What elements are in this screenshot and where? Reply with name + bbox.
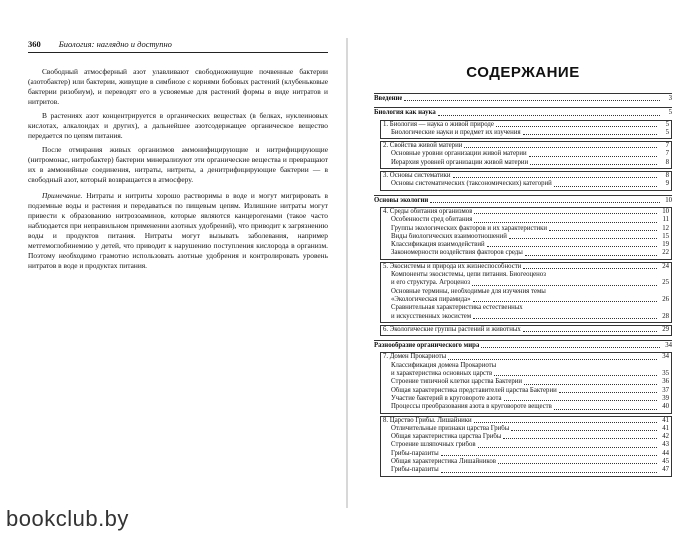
toc-subsection — [380, 352, 672, 413]
toc-leader — [549, 230, 657, 231]
toc-section — [374, 107, 672, 190]
toc-page-number: 10 — [665, 196, 672, 204]
toc-row — [374, 195, 672, 205]
toc-row — [391, 403, 669, 411]
toc-row — [391, 241, 669, 249]
toc-subsection — [380, 171, 672, 191]
toc-leader — [473, 301, 657, 302]
toc-leader — [453, 177, 657, 178]
toc-leader — [494, 375, 657, 376]
toc-row — [391, 216, 669, 224]
toc-label: 1. Биология — наука о живой природе — [383, 120, 494, 128]
toc-leader — [525, 255, 657, 256]
toc-leader — [554, 409, 657, 410]
toc-row — [391, 362, 669, 370]
toc-label: Закономерности воздействия факторов среды — [391, 249, 523, 257]
toc-leader — [474, 222, 657, 223]
watermark: bookclub.by — [6, 506, 129, 531]
toc-leader — [481, 347, 660, 348]
toc-page-number: 35 — [662, 370, 669, 378]
toc-row — [374, 107, 672, 117]
toc-label: Общая характеристика представителей царства Бактерии — [391, 386, 557, 394]
left-page — [28, 38, 328, 508]
toc-row — [383, 417, 669, 425]
toc-subsection — [380, 120, 672, 140]
toc-label: «Экологическая пирамида» — [391, 295, 471, 303]
toc-leader — [441, 472, 657, 473]
toc-label: Участие бактерий в круговороте азота — [391, 394, 502, 402]
running-head — [28, 38, 328, 53]
toc-leader — [448, 359, 657, 360]
toc-row — [391, 441, 669, 449]
toc-page-number: 37 — [662, 386, 669, 394]
toc-label: 5. Экосистемы и природа их жизнеспособности — [383, 262, 522, 270]
running-title: Биология: наглядно и доступно — [58, 39, 172, 49]
toc-row — [391, 225, 669, 233]
toc-row — [383, 353, 669, 361]
toc-leader — [474, 213, 657, 214]
toc-row — [391, 233, 669, 241]
toc-row — [383, 121, 669, 129]
toc-row — [383, 142, 669, 150]
toc-label: Основы экологии — [374, 196, 429, 204]
toc-label: и искусственных экосистем — [391, 312, 472, 320]
toc-label: Грибы-паразиты — [391, 449, 439, 457]
toc-leader — [530, 164, 657, 165]
toc-row — [391, 249, 669, 257]
toc-label: Компоненты экосистемы, цепи питания. Биогеоценоз — [391, 271, 546, 279]
toc-page-number: 39 — [662, 394, 669, 402]
toc-row — [391, 129, 669, 137]
toc-leader — [523, 331, 657, 332]
toc-label: Разнообразие органического мира — [374, 342, 480, 350]
toc-label: и характеристика основных царств — [391, 370, 493, 378]
toc-page-number: 15 — [662, 232, 669, 240]
toc-row — [391, 395, 669, 403]
toc-label: Отличительные признаки царства Грибы — [391, 424, 510, 432]
toc-page-number: 43 — [662, 441, 669, 449]
toc-subsection — [380, 325, 672, 336]
toc-page-number: 5 — [665, 120, 669, 128]
toc-leader — [523, 268, 657, 269]
toc-subsection — [380, 262, 672, 323]
toc-page-number: 29 — [662, 325, 669, 333]
book-spread — [6, 38, 672, 531]
toc-label: Виды биологических взаимоотношений — [391, 232, 507, 240]
toc-label: Основные уровни организации живой материи — [391, 150, 527, 158]
toc-subsection — [380, 416, 672, 477]
toc-subsection — [380, 141, 672, 169]
toc-leader — [496, 126, 657, 127]
toc-page-number: 34 — [662, 353, 669, 361]
toc-page-number: 5 — [668, 109, 672, 117]
toc-label: 4. Среды обитания организмов — [383, 207, 473, 215]
toc-row — [391, 433, 669, 441]
toc-leader — [438, 115, 660, 116]
toc-page-number: 22 — [662, 249, 669, 257]
toc-label: Общая характеристика Лишайников — [391, 457, 496, 465]
toc-subsection — [380, 207, 672, 260]
toc-page-number: 44 — [662, 449, 669, 457]
toc-label: Классификация домена Прокариоты — [391, 361, 497, 369]
toc-row — [374, 93, 672, 103]
toc-leader — [554, 186, 657, 187]
toc-row — [391, 378, 669, 386]
toc-label: Строение типичной клетки царства Бактерии — [391, 378, 523, 386]
toc-row — [383, 172, 669, 180]
toc-label: Процессы преобразования азота в круговороте веществ — [391, 403, 552, 411]
toc-label: Биологические науки и предмет их изучения — [391, 128, 521, 136]
toc-row — [391, 150, 669, 158]
paragraph: В растениях азот концентрируется в органических веществах (в белках, нуклеиновых кислотах, алкалоидах и других), а дальнейшее азотсодержащее органическое вещество передается по цепям питания. — [28, 111, 328, 140]
toc-page-number: 3 — [668, 95, 672, 102]
toc-leader — [503, 438, 657, 439]
toc-label: 3. Основы систематики — [383, 172, 451, 180]
toc-leader — [472, 285, 657, 286]
body-text — [28, 67, 328, 271]
toc-intro — [374, 93, 672, 103]
toc-leader — [524, 384, 657, 385]
toc-row — [383, 263, 669, 271]
toc-label: Иерархия уровней организации живой материи — [391, 158, 529, 166]
toc-label: Общая характеристика царства Грибы — [391, 433, 502, 441]
toc-leader — [504, 400, 657, 401]
toc-label: Классификация взаимодействий — [391, 241, 485, 249]
toc-page-number: 19 — [662, 241, 669, 249]
toc-page-number: 41 — [662, 424, 669, 432]
toc-page-number: 8 — [665, 158, 669, 166]
note-label: Примечание. — [42, 191, 83, 200]
toc-row — [391, 304, 669, 312]
toc-row — [374, 340, 672, 350]
toc-label: Сравнительная характеристика естественных — [391, 304, 523, 312]
toc-page-number: 11 — [662, 216, 669, 224]
toc-label: Основные термины, необходимые для изучения темы — [391, 287, 546, 295]
toc-page-number: 42 — [662, 433, 669, 441]
toc-page-number: 26 — [662, 295, 669, 303]
toc-leader — [511, 430, 657, 431]
toc-leader — [529, 156, 657, 157]
toc-leader — [474, 422, 657, 423]
toc-row — [391, 313, 669, 321]
right-page — [374, 38, 672, 508]
paragraph: После отмирания живых организмов аммонифицирующие и нитрифицирующие (нитромонас, нитробактер) бактерии минерализуют эти органические вещества и превращают их в аммонийные соединения, нитраты, нитриты, а денитрифицирующие бактерии — в свободный азот, который возвращается в атмосферу. — [28, 145, 328, 184]
toc-leader — [478, 447, 657, 448]
toc-page-number: 25 — [662, 279, 669, 287]
toc-page-number: 41 — [662, 416, 669, 424]
toc-page-number: 24 — [662, 262, 669, 270]
note-text: Нитраты и нитриты хорошо растворимы в воде и могут мигрировать в подземные воды и растения и передаваться по пищевым цепям. Излишние нитраты могут привести к образованию нитрозоаминов, которые являются канцерогенами (такое часто наблюдается при неправильном применении азотных удобрений), что приводит к загрязнению воды и продуктов питания. Нитраты могут вызывать заболевания, например метгемоглобинемию у детей, что приводит к нарушению поступления кислорода в организм. Поэтому необходимо грамотно использовать азотные удобрения и контролировать уровень нитратов в воде и продуктах питания. — [28, 191, 328, 270]
toc-label: Особенности сред обитания — [391, 216, 473, 224]
toc-leader — [404, 100, 660, 101]
toc-label: Введение — [374, 95, 403, 102]
toc-label: Грибы-паразиты — [391, 466, 439, 474]
toc-row — [383, 208, 669, 216]
toc-label: и его структура. Агроценоз — [391, 279, 471, 287]
toc-page-number: 10 — [662, 207, 669, 215]
toc-row — [391, 271, 669, 279]
toc-row — [391, 159, 669, 167]
toc-page-number: 40 — [662, 403, 669, 411]
toc-page-number: 8 — [665, 172, 669, 180]
toc-page-number: 12 — [662, 224, 669, 232]
toc-leader — [509, 238, 657, 239]
toc-row — [391, 450, 669, 458]
toc-label: 2. Свойства живой материи — [383, 142, 463, 150]
toc-leader — [498, 463, 657, 464]
toc-page-number: 7 — [665, 150, 669, 158]
toc-row — [391, 425, 669, 433]
toc-label: 8. Царство Грибы. Лишайники — [383, 416, 472, 424]
toc-label: Основы систематических (таксономических) категорий — [391, 180, 552, 188]
toc-page-number: 9 — [665, 180, 669, 188]
toc-row — [391, 387, 669, 395]
toc-leader — [464, 147, 657, 148]
toc-row — [391, 466, 669, 474]
toc-row — [383, 326, 669, 334]
toc-leader — [523, 134, 657, 135]
paragraph: Свободный атмосферный азот улавливают свободноживущие почвенные бактерии (азотобактер) или бактерии, живущие в симбиозе с корнями бобовых растений (клубеньковые бактерии ризобиум), и переводят его в усвояемые для растений формы в виде нитратов и нитритов. — [28, 67, 328, 106]
toc-page-number: 5 — [665, 128, 669, 136]
toc-page-number: 47 — [662, 466, 669, 474]
toc-page-number: 7 — [665, 142, 669, 150]
toc-label: Биология как наука — [374, 109, 436, 117]
toc-title: СОДЕРЖАНИЕ — [466, 64, 580, 81]
toc-row — [391, 288, 669, 296]
toc-section — [374, 195, 672, 336]
toc-leader — [430, 202, 660, 203]
toc-label: Группы экологических факторов и их характеристики — [391, 224, 548, 232]
toc-row — [391, 296, 669, 304]
toc-leader — [473, 318, 657, 319]
toc-section — [374, 340, 672, 476]
toc-row — [391, 279, 669, 287]
toc-page-number: 36 — [662, 378, 669, 386]
toc-row — [391, 180, 669, 188]
toc-page-number: 28 — [662, 312, 669, 320]
toc-row — [391, 370, 669, 378]
toc-page-number: 34 — [665, 342, 672, 350]
table-of-contents — [374, 93, 672, 477]
page-number: 360 — [28, 39, 41, 49]
toc-leader — [487, 246, 657, 247]
toc-leader — [441, 455, 657, 456]
toc-label: 6. Экологические группы растений и животных — [383, 325, 521, 333]
toc-leader — [559, 392, 657, 393]
toc-row — [391, 458, 669, 466]
book-gutter — [346, 38, 348, 508]
toc-label: 7. Домен Прокариоты — [383, 353, 447, 361]
note-paragraph — [28, 191, 328, 271]
toc-label: Строение шляпочных грибов — [391, 441, 476, 449]
toc-page-number: 45 — [662, 457, 669, 465]
